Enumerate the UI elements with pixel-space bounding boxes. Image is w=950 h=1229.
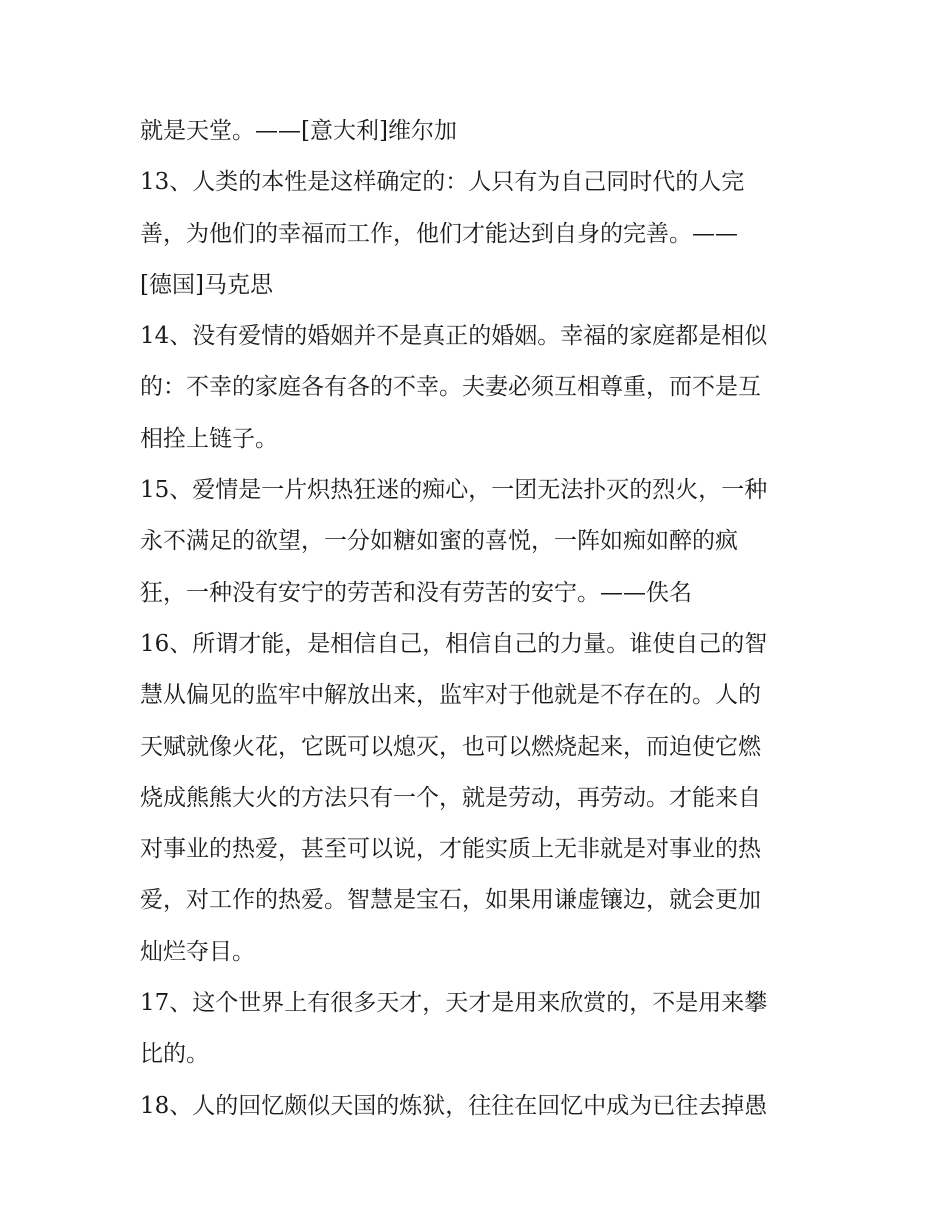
text-line: 烧成熊熊大火的方法只有一个，就是劳动，再劳动。才能来自 <box>140 784 761 811</box>
text-line: 相拴上链子。 <box>140 425 278 452</box>
text-line: 狂，一种没有安宁的劳苦和没有劳苦的安宁。——佚名 <box>140 579 692 606</box>
text-line: 13、人类的本性是这样确定的：人只有为自己同时代的人完 <box>140 169 745 196</box>
text-line: 16、所谓才能，是相信自己，相信自己的力量。谁使自己的智 <box>140 630 768 657</box>
text-line: 就是天堂。——[意大利]维尔加 <box>140 118 457 144</box>
text-line: 17、这个世界上有很多天才，天才是用来欣赏的，不是用来攀 <box>140 990 768 1017</box>
text-line: 灿烂夺目。 <box>140 938 255 965</box>
text-line: 的：不幸的家庭各有各的不幸。夫妻必须互相尊重，而不是互 <box>140 374 761 401</box>
quote-text-block <box>140 106 830 1132</box>
text-line: 18、人的回忆颇似天国的炼狱，往往在回忆中成为已往去掉愚 <box>140 1092 768 1119</box>
text-line: 14、没有爱情的婚姻并不是真正的婚姻。幸福的家庭都是相似 <box>140 323 768 350</box>
text-line: 对事业的热爱，甚至可以说，才能实质上无非就是对事业的热 <box>140 836 761 863</box>
text-line: 永不满足的欲望，一分如糖如蜜的喜悦，一阵如痴如醉的疯 <box>140 528 738 555</box>
text-line: 天赋就像火花，它既可以熄灭，也可以燃烧起来，而迫使它燃 <box>140 733 761 760</box>
text-line: [德国]马克思 <box>140 271 273 298</box>
text-line: 爱，对工作的热爱。智慧是宝石，如果用谦虚镶边，就会更加 <box>140 887 761 914</box>
text-line: 比的。 <box>140 1041 209 1068</box>
text-line: 善，为他们的幸福而工作，他们才能达到自身的完善。—— <box>140 220 738 247</box>
text-line: 15、爱情是一片炽热狂迷的痴心，一团无法扑灭的烈火，一种 <box>140 477 768 504</box>
text-line: 慧从偏见的监牢中解放出来，监牢对于他就是不存在的。人的 <box>140 682 761 709</box>
